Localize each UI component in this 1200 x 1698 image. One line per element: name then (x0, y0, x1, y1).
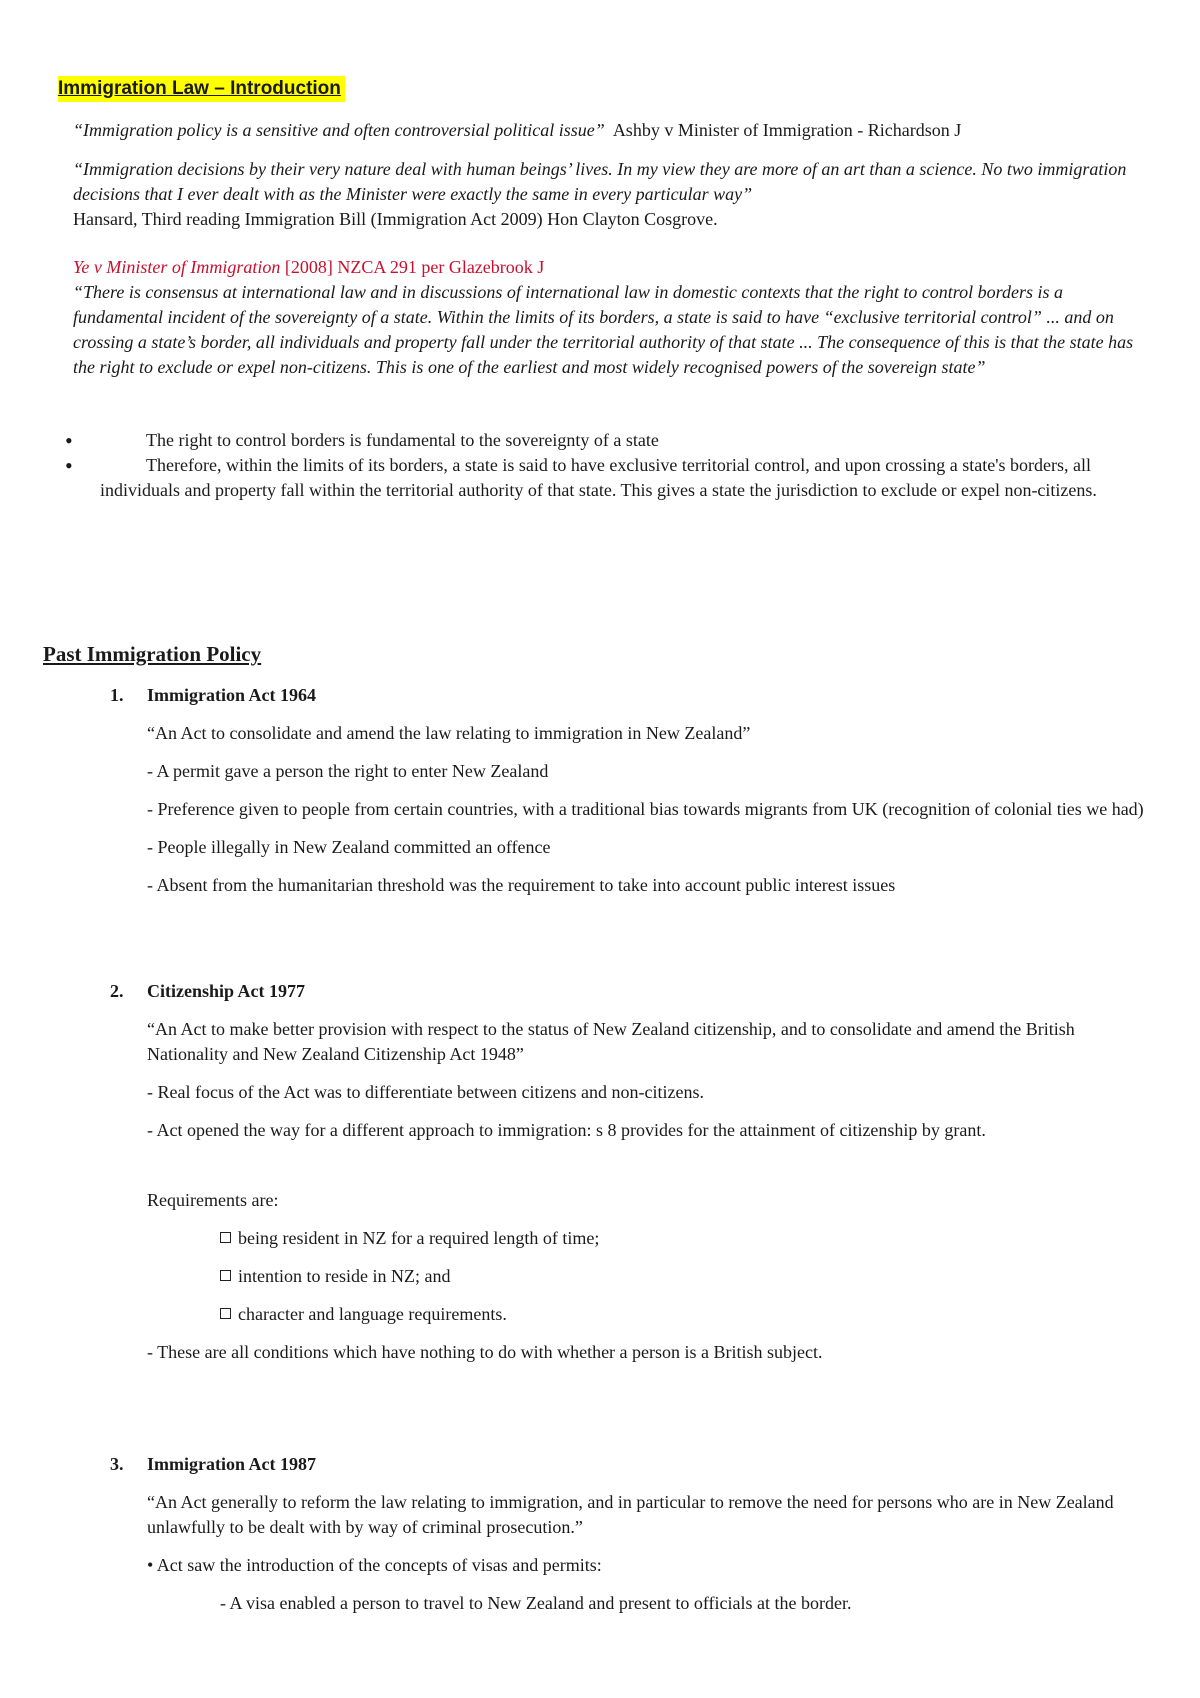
quote-ashby (73, 118, 1143, 143)
list-item: character and language requirements. (147, 1302, 1147, 1327)
list-item: intention to reside in NZ; and (147, 1264, 1147, 1289)
act1-block (147, 683, 1147, 898)
act2-block (147, 979, 1147, 1365)
quote-ashby-source: Ashby v Minister of Immigration - Richardson J (612, 120, 962, 140)
section-title: Past Immigration Policy (43, 642, 262, 666)
case-citation: [2008] NZCA 291 per Glazebrook J (284, 257, 545, 277)
act2-heading: Citizenship Act 1977 (147, 981, 306, 1001)
bullet-text: The right to control borders is fundamental to the sovereignty of a state (146, 430, 659, 450)
case-ye (73, 255, 1143, 380)
summary-bullets (58, 428, 1148, 503)
act3-quote: “An Act generally to reform the law relating to immigration, and in particular to remove the need for persons who are in New Zealand unlawfully to be dealt with by way of criminal prosecution.” (147, 1492, 1114, 1537)
act1-quote: “An Act to consolidate and amend the law relating to immigration in New Zealand” (147, 723, 751, 743)
act3-number: 3. (110, 1454, 124, 1474)
bullet-icon: • (65, 428, 73, 453)
act2-closing: - These are all conditions which have nothing to do with whether a person is a British subject. (147, 1342, 823, 1362)
list-item: - Preference given to people from certain countries, with a traditional bias towards migrants from UK (recognition of colonial ties we had) (147, 799, 1144, 819)
quote-hansard (73, 157, 1143, 232)
list-item: - Real focus of the Act was to differentiate between citizens and non-citizens. (147, 1082, 704, 1102)
list-item: - Act opened the way for a different approach to immigration: s 8 provides for the attainment of citizenship by grant. (147, 1120, 986, 1140)
act1-heading: Immigration Act 1964 (147, 685, 316, 705)
case-name: Ye v Minister of Immigration (73, 257, 281, 277)
quote-ashby-text: “Immigration policy is a sensitive and often controversial political issue” (73, 120, 605, 140)
document-title: Immigration Law – Introduction (58, 76, 345, 102)
list-item: - People illegally in New Zealand committed an offence (147, 837, 551, 857)
act3-block (147, 1452, 1147, 1616)
checkbox-icon (220, 1232, 231, 1243)
list-item: • Act saw the introduction of the concepts of visas and permits: (147, 1555, 602, 1575)
checkbox-icon (220, 1270, 231, 1281)
list-item: - A permit gave a person the right to enter New Zealand (147, 761, 549, 781)
act2-number: 2. (110, 981, 124, 1001)
quote-hansard-text: “Immigration decisions by their very nature deal with human beings’ lives. In my view they are more of an art than a science. No two immigration decisions that I ever dealt with as the Minister were exactly the same in every particular way” (73, 159, 1127, 204)
act2-quote: “An Act to make better provision with respect to the status of New Zealand citizenship, and to consolidate and amend the British Nationality and New Zealand Citizenship Act 1948” (147, 1019, 1075, 1064)
case-quote: “There is consensus at international law and in discussions of international law in domestic contexts that the right to control borders is a fundamental incident of the sovereignty of a state. Within the limits of its borders, a state is said to have “exclusive territorial control” ... and on crossing a state’s border, all individuals and property fall under the territorial authority of that state ... The consequence of this is that the state has the right to exclude or expel non-citizens. This is one of the earliest and most widely recognised powers of the sovereign state” (73, 282, 1134, 377)
bullet-icon: • (65, 453, 73, 478)
bullet-text: Therefore, within the limits of its borders, a state is said to have exclusive territorial control, and upon crossing a state's borders, all individuals and property fall within the territorial authority of that state. This gives a state the jurisdiction to exclude or expel non-citizens. (100, 455, 1097, 500)
requirements-label: Requirements are: (147, 1190, 279, 1210)
act3-heading: Immigration Act 1987 (147, 1454, 316, 1474)
list-item (58, 453, 1148, 503)
checkbox-icon (220, 1308, 231, 1319)
list-item: being resident in NZ for a required length of time; (147, 1226, 1147, 1251)
quote-hansard-source: Hansard, Third reading Immigration Bill (Immigration Act 2009) Hon Clayton Cosgrove. (73, 209, 718, 229)
list-item: - A visa enabled a person to travel to New Zealand and present to officials at the border. (220, 1593, 852, 1613)
list-item (58, 428, 1148, 453)
act1-number: 1. (110, 685, 124, 705)
list-item: - Absent from the humanitarian threshold was the requirement to take into account public interest issues (147, 875, 896, 895)
